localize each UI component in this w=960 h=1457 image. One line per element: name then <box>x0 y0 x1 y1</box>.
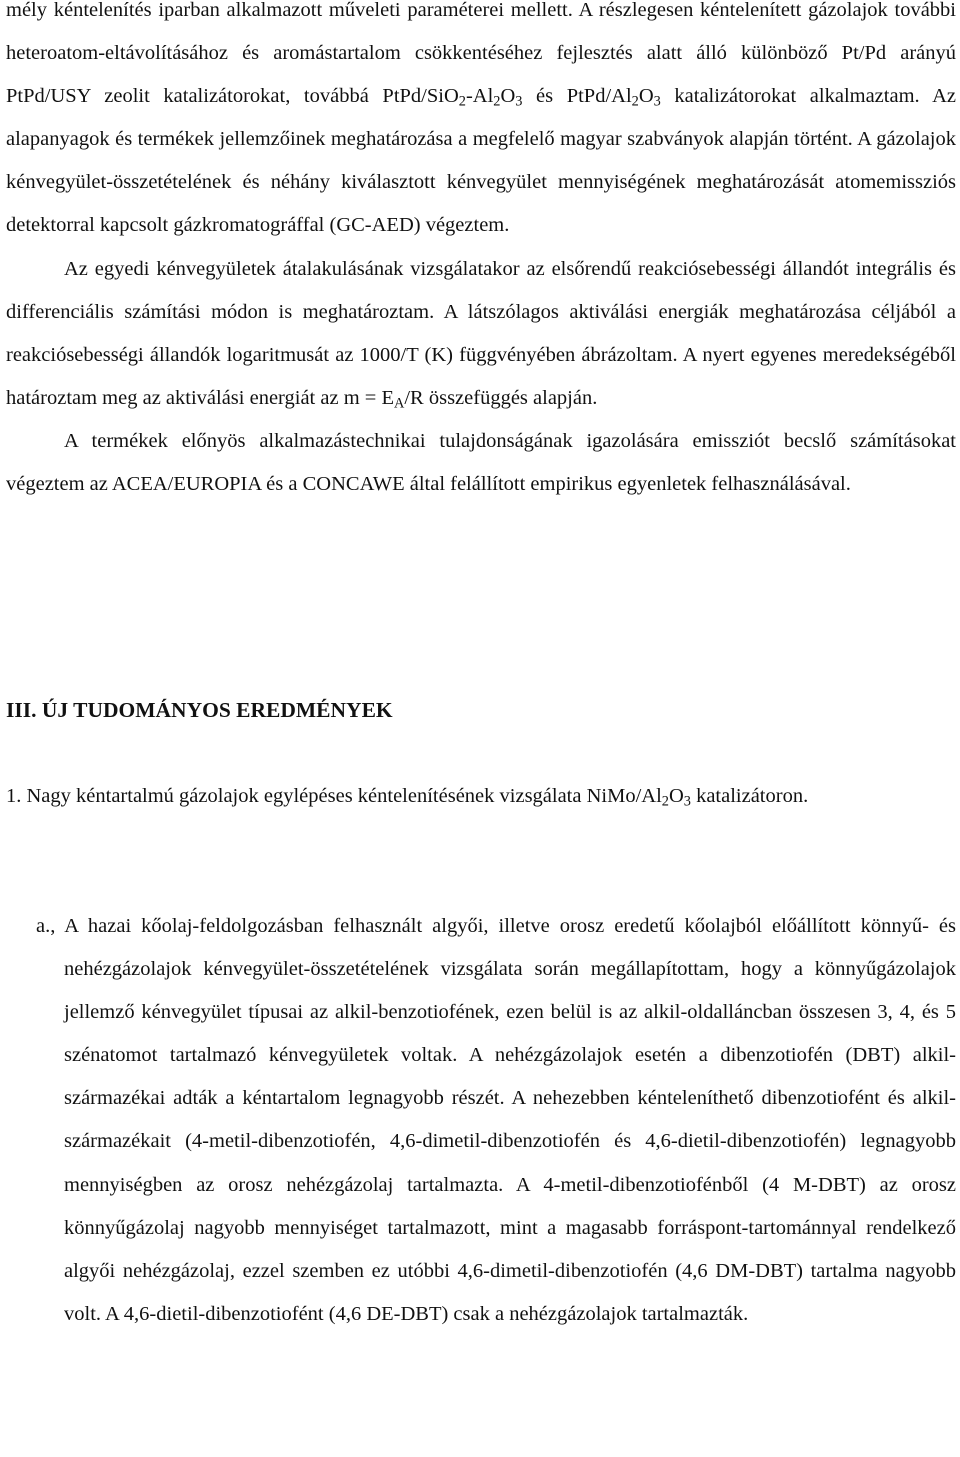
text-run: mély kéntelenítés iparban alkalmazott műveleti paraméterei mellett. A részlegesen kéntelenített gázolajok további heteroatom-eltávolításához és aromástartalom csökkentéséhez fejlesztés alatt álló különböző Pt/Pd arányú PtPd/USY zeolit katalizátorokat, továbbá <box>6 0 956 108</box>
paragraph-emission: A termékek előnyös alkalmazástechnikai tulajdonságának igazolására emissziót becslő számításokat végeztem az ACEA/EUROPIA és a CONCAWE által felállított empirikus egyenletek felhasználásával. <box>6 429 956 496</box>
sub-item-a <box>36 905 956 1336</box>
formula-o: O <box>638 85 654 108</box>
subscript: 3 <box>515 93 523 110</box>
subscript: 2 <box>458 93 466 110</box>
subscript: 3 <box>683 793 691 810</box>
text-run: Az egyedi kénvegyületek átalakulásának vizsgálatakor az elsőrendű reakciósebességi állandót integrális és differenciális számítási módon is meghatároztam. A látszólagos aktiválási energiák meghatározása céljából a reakciósebességi állandók logaritmusát az 1000/T (K) függvényében ábrázoltam. A nyert egyenes meredekségéből határoztam meg az aktiválási energiát az m = E <box>6 257 956 409</box>
text-run: katalizátoron. <box>696 785 809 807</box>
numbered-item-text <box>6 775 956 818</box>
text-run: katalizátorokat alkalmaztam. Az alapanyagok és termékek jellemzőinek meghatározása a megfelelő magyar szabványok alapján történt. A gázolajok kénvegyület-összetételének és néhány kiválasztott kénvegyület mennyiségének meghatározását atomemissziós detektorral kapcsolt gázkromatográffal (GC-AED) végeztem. <box>6 85 957 237</box>
document-page <box>6 0 956 506</box>
subscript: 2 <box>493 93 501 110</box>
sub-item-text: a., A hazai kőolaj-feldolgozásban felhasznált algyői, illetve orosz eredetű kőolajból előállított könnyű- és nehézgázolajok kénvegyület-összetételének vizsgálata során megállapítottam, hogy a könnyűgázolajok jellemző kénvegyület típusai az alkil-benzotiofének, ezen belül is az alkil-oldalláncban összesen 3, 4, és 5 szénatomot tartalmazó kénvegyületek voltak. A nehézgázolajok esetén a dibenzotiofén (DBT) alkil-származékai adták a kéntartalom legnagyobb részét. A nehezebben kénteleníthető dibenzotiofént és alkil-származékait (4-metil-dibenzotiofén, 4,6-dimetil-dibenzotiofén és 4,6-dietil-dibenzotiofén) legnagyobb mennyiségben az orosz nehézgázolaj tartalmazta. A 4-metil-dibenzotiofénből (4 M-DBT) az orosz könnyűgázolaj nagyobb mennyiséget tartalmazott, mint a magasabb forráspont-tartománnyal rendelkező algyői nehézgázolaj, ezzel szemben ez utóbbi 4,6-dimetil-dibenzotiofén (4,6 DM-DBT) tartalma nagyobb volt. A 4,6-dietil-dibenzotiofént (4,6 DE-DBT) csak a nehézgázolajok tartalmazták. <box>36 915 956 1325</box>
subscript: 3 <box>653 93 661 110</box>
text-run: /R összefüggés alapján. <box>404 386 598 409</box>
section-heading: III. ÚJ TUDOMÁNYOS EREDMÉNYEK <box>6 698 393 722</box>
formula-o: O <box>668 785 684 807</box>
numbered-item-1 <box>6 775 956 818</box>
formula-ptpd-sio2: PtPd/SiO <box>382 85 459 108</box>
paragraph-methods <box>6 0 956 248</box>
formula-o: O <box>500 85 516 108</box>
subscript: A <box>393 395 405 412</box>
text-run: és PtPd/Al <box>536 85 632 108</box>
text-run: 1. Nagy kéntartalmú gázolajok egylépéses kéntelenítésének vizsgálata NiMo/Al <box>6 785 662 807</box>
subscript: 2 <box>661 793 669 810</box>
formula-al: -Al <box>465 85 494 108</box>
paragraph-kinetics <box>6 248 956 420</box>
subscript: 2 <box>631 93 639 110</box>
